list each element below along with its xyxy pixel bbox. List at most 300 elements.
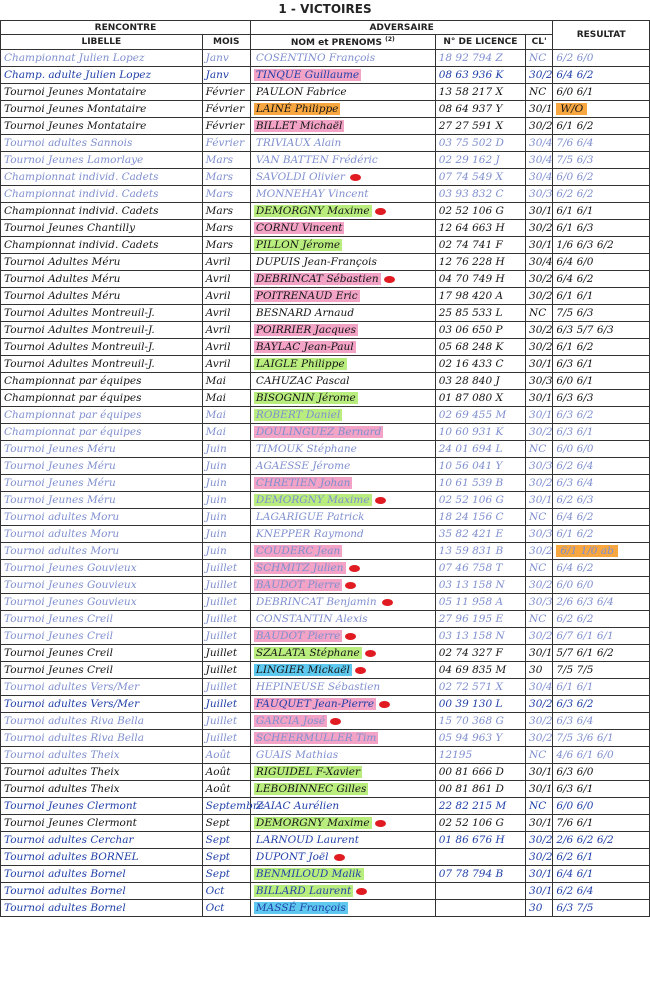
licence-cell: 27 27 591 X bbox=[435, 118, 525, 135]
libelle-cell: Tournoi Jeunes Gouvieux bbox=[1, 577, 203, 594]
resultat-cell bbox=[553, 594, 650, 611]
classement-cell: NC bbox=[526, 84, 553, 101]
nom-cell bbox=[250, 832, 435, 849]
libelle-cell: Tournoi adultes Moru bbox=[1, 543, 203, 560]
table-row bbox=[1, 220, 650, 237]
result-value: 6/3 6/2 bbox=[556, 698, 594, 710]
red-dot-icon bbox=[349, 565, 360, 572]
resultat-cell bbox=[553, 645, 650, 662]
mois-cell: Février bbox=[202, 135, 250, 152]
licence-cell: 07 74 549 X bbox=[435, 169, 525, 186]
licence-cell: 04 70 749 H bbox=[435, 271, 525, 288]
opponent-name: FAUQUET Jean-Pierre bbox=[255, 698, 375, 710]
libelle-cell: Tournoi adultes Vers/Mer bbox=[1, 679, 203, 696]
result-value: 6/7 6/1 6/1 bbox=[556, 630, 614, 642]
libelle-cell: Tournoi Jeunes Creil bbox=[1, 611, 203, 628]
libelle-cell: Championnat par équipes bbox=[1, 424, 203, 441]
table-body bbox=[1, 50, 650, 917]
mois-cell: Mars bbox=[202, 169, 250, 186]
opponent-name: GARCIA José bbox=[255, 715, 326, 727]
libelle-cell: Tournoi adultes Bornel bbox=[1, 866, 203, 883]
mois-cell: Août bbox=[202, 781, 250, 798]
licence-cell: 02 72 571 X bbox=[435, 679, 525, 696]
header-nom-note: (2) bbox=[385, 36, 395, 43]
licence-cell: 18 92 794 Z bbox=[435, 50, 525, 67]
opponent-name: BAUDOT Pierre bbox=[255, 579, 341, 591]
resultat-cell bbox=[553, 407, 650, 424]
libelle-cell: Tournoi Adultes Montreuil-J. bbox=[1, 322, 203, 339]
table-row bbox=[1, 492, 650, 509]
header-adversaire: ADVERSAIRE bbox=[250, 21, 552, 35]
result-value: 2/6 6/3 6/4 bbox=[556, 596, 614, 608]
nom-cell bbox=[250, 458, 435, 475]
classement-cell: NC bbox=[526, 305, 553, 322]
mois-cell: Juillet bbox=[202, 594, 250, 611]
mois-cell: Février bbox=[202, 118, 250, 135]
opponent-name: VAN BATTEN Frédéric bbox=[255, 154, 378, 166]
licence-cell: 02 74 327 F bbox=[435, 645, 525, 662]
libelle-cell: Tournoi Jeunes Montataire bbox=[1, 118, 203, 135]
nom-cell bbox=[250, 288, 435, 305]
libelle-cell: Tournoi adultes Bornel bbox=[1, 900, 203, 917]
resultat-cell bbox=[553, 152, 650, 169]
licence-cell: 00 81 666 D bbox=[435, 764, 525, 781]
licence-cell: 13 59 831 B bbox=[435, 543, 525, 560]
opponent-name: DUPUIS Jean-François bbox=[255, 256, 377, 268]
nom-cell bbox=[250, 730, 435, 747]
mois-cell: Juin bbox=[202, 509, 250, 526]
table-row bbox=[1, 764, 650, 781]
opponent-name: POITRENAUD Eric bbox=[255, 290, 358, 302]
nom-cell bbox=[250, 152, 435, 169]
licence-cell: 13 58 217 X bbox=[435, 84, 525, 101]
classement-cell: 30/2 bbox=[526, 322, 553, 339]
table-row bbox=[1, 84, 650, 101]
result-value: 6/3 6/4 bbox=[556, 715, 594, 727]
opponent-name: LAINÉ Philippe bbox=[255, 103, 339, 115]
mois-cell: Juillet bbox=[202, 662, 250, 679]
resultat-cell bbox=[553, 543, 650, 560]
mois-cell: Juillet bbox=[202, 645, 250, 662]
mois-cell: Sept bbox=[202, 849, 250, 866]
libelle-cell: Tournoi Jeunes Méru bbox=[1, 475, 203, 492]
licence-cell: 07 46 758 T bbox=[435, 560, 525, 577]
libelle-cell: Championnat individ. Cadets bbox=[1, 203, 203, 220]
nom-cell bbox=[250, 356, 435, 373]
libelle-cell: Tournoi Jeunes Creil bbox=[1, 628, 203, 645]
opponent-name: BISOGNIN Jérome bbox=[255, 392, 356, 404]
classement-cell: 30/1 bbox=[526, 764, 553, 781]
result-value: 6/0 6/1 bbox=[556, 375, 594, 387]
mois-cell: Mars bbox=[202, 203, 250, 220]
header-nom bbox=[250, 35, 435, 50]
licence-cell: 17 98 420 A bbox=[435, 288, 525, 305]
opponent-name: BILLARD Laurent bbox=[255, 885, 352, 897]
opponent-name: AGAESSE Jérome bbox=[255, 460, 351, 472]
resultat-cell bbox=[553, 628, 650, 645]
nom-cell bbox=[250, 611, 435, 628]
opponent-name: RIGUIDEL F-Xavier bbox=[255, 766, 360, 778]
result-value: 6/1 6/1 bbox=[556, 205, 594, 217]
classement-cell: 30/4 bbox=[526, 254, 553, 271]
table-row bbox=[1, 407, 650, 424]
licence-cell: 07 78 794 B bbox=[435, 866, 525, 883]
libelle-cell: Tournoi Jeunes Gouvieux bbox=[1, 560, 203, 577]
classement-cell: NC bbox=[526, 560, 553, 577]
resultat-cell bbox=[553, 611, 650, 628]
result-value: 7/5 6/3 bbox=[556, 154, 594, 166]
libelle-cell: Tournoi Jeunes Gouvieux bbox=[1, 594, 203, 611]
result-value: 6/4 6/0 bbox=[556, 256, 594, 268]
nom-cell bbox=[250, 220, 435, 237]
nom-cell bbox=[250, 509, 435, 526]
libelle-cell: Championnat individ. Cadets bbox=[1, 237, 203, 254]
classement-cell: 30/2 bbox=[526, 288, 553, 305]
licence-cell bbox=[435, 849, 525, 866]
red-dot-icon bbox=[350, 174, 361, 181]
mois-cell: Mai bbox=[202, 373, 250, 390]
resultat-cell bbox=[553, 237, 650, 254]
red-dot-icon bbox=[356, 888, 367, 895]
result-value: 6/1 6/1 bbox=[556, 681, 594, 693]
nom-cell bbox=[250, 662, 435, 679]
red-dot-icon bbox=[355, 667, 366, 674]
result-value: 7/6 6/4 bbox=[556, 137, 594, 149]
result-value: 6/0 6/0 bbox=[556, 800, 594, 812]
opponent-name: COUDERC Jean bbox=[255, 545, 341, 557]
opponent-name: MASSÉ François bbox=[255, 902, 346, 914]
opponent-name: COSENTINO François bbox=[255, 52, 376, 64]
result-value: 6/1 1/0 ab bbox=[556, 545, 617, 557]
opponent-name: DEBRINCAT Sébastien bbox=[255, 273, 379, 285]
result-value: 6/3 6/1 bbox=[556, 358, 594, 370]
resultat-cell bbox=[553, 84, 650, 101]
mois-cell: Mars bbox=[202, 220, 250, 237]
red-dot-icon bbox=[365, 650, 376, 657]
table-row bbox=[1, 339, 650, 356]
libelle-cell: Tournoi Jeunes Méru bbox=[1, 492, 203, 509]
opponent-name: BENMILOUD Malik bbox=[255, 868, 362, 880]
opponent-name: ROBERT Daniel bbox=[255, 409, 341, 421]
opponent-name: LAGARIGUE Patrick bbox=[255, 511, 365, 523]
mois-cell: Avril bbox=[202, 305, 250, 322]
resultat-cell bbox=[553, 101, 650, 118]
resultat-cell bbox=[553, 764, 650, 781]
result-value: 6/1 6/2 bbox=[556, 528, 594, 540]
table-row bbox=[1, 441, 650, 458]
licence-cell: 03 75 502 D bbox=[435, 135, 525, 152]
classement-cell: 30/2 bbox=[526, 713, 553, 730]
result-value: 6/3 6/2 bbox=[556, 409, 594, 421]
opponent-name: CONSTANTIN Alexis bbox=[255, 613, 368, 625]
mois-cell: Janv bbox=[202, 50, 250, 67]
nom-cell bbox=[250, 441, 435, 458]
resultat-cell bbox=[553, 373, 650, 390]
header-rencontre: RENCONTRE bbox=[1, 21, 251, 35]
page-title: 1 - VICTOIRES bbox=[278, 2, 372, 16]
table-row bbox=[1, 50, 650, 67]
mois-cell: Juillet bbox=[202, 628, 250, 645]
classement-cell: 30/1 bbox=[526, 866, 553, 883]
table-row bbox=[1, 237, 650, 254]
result-value: 6/1 6/2 bbox=[556, 341, 594, 353]
header-nom-label: NOM et PRENOMS bbox=[290, 38, 382, 48]
table-row bbox=[1, 458, 650, 475]
licence-cell: 03 28 840 J bbox=[435, 373, 525, 390]
libelle-cell: Tournoi Jeunes Creil bbox=[1, 662, 203, 679]
result-value: 6/3 6/1 bbox=[556, 783, 594, 795]
nom-cell bbox=[250, 84, 435, 101]
opponent-name: LAIGLE Philippe bbox=[255, 358, 345, 370]
mois-cell: Sept bbox=[202, 815, 250, 832]
resultat-cell bbox=[553, 475, 650, 492]
classement-cell: 30/2 bbox=[526, 696, 553, 713]
result-value: 1/6 6/3 6/2 bbox=[556, 239, 614, 251]
classement-cell: 30/2 bbox=[526, 339, 553, 356]
classement-cell: 30/1 bbox=[526, 356, 553, 373]
libelle-cell: Tournoi adultes Moru bbox=[1, 509, 203, 526]
mois-cell: Septembre bbox=[202, 798, 250, 815]
nom-cell bbox=[250, 390, 435, 407]
result-value: 6/2 6/2 bbox=[556, 188, 594, 200]
opponent-name: KNEPPER Raymond bbox=[255, 528, 364, 540]
licence-cell: 03 13 158 N bbox=[435, 628, 525, 645]
opponent-name: ZAIAC Aurélien bbox=[255, 800, 340, 812]
resultat-cell bbox=[553, 67, 650, 84]
mois-cell: Juin bbox=[202, 458, 250, 475]
result-value: 5/7 6/1 6/2 bbox=[556, 647, 614, 659]
opponent-name: BAYLAC Jean-Paul bbox=[255, 341, 354, 353]
nom-cell bbox=[250, 628, 435, 645]
classement-cell: NC bbox=[526, 441, 553, 458]
licence-cell: 24 01 694 L bbox=[435, 441, 525, 458]
table-row bbox=[1, 152, 650, 169]
licence-cell: 02 16 433 C bbox=[435, 356, 525, 373]
header-resultat: RESULTAT bbox=[553, 21, 650, 50]
libelle-cell: Tournoi Jeunes Chantilly bbox=[1, 220, 203, 237]
resultat-cell bbox=[553, 118, 650, 135]
licence-cell: 00 39 130 L bbox=[435, 696, 525, 713]
mois-cell: Juin bbox=[202, 543, 250, 560]
nom-cell bbox=[250, 67, 435, 84]
licence-cell: 27 96 195 E bbox=[435, 611, 525, 628]
nom-cell bbox=[250, 305, 435, 322]
result-value: 6/3 7/5 bbox=[556, 902, 594, 914]
resultat-cell bbox=[553, 458, 650, 475]
table-row bbox=[1, 849, 650, 866]
classement-cell: 30/1 bbox=[526, 407, 553, 424]
header-cl: CL' bbox=[526, 35, 553, 50]
nom-cell bbox=[250, 560, 435, 577]
resultat-cell bbox=[553, 441, 650, 458]
opponent-name: LEBOBINNEC Gilles bbox=[255, 783, 367, 795]
classement-cell: 30/2 bbox=[526, 475, 553, 492]
nom-cell bbox=[250, 815, 435, 832]
result-value: 6/1 6/2 bbox=[556, 120, 594, 132]
resultat-cell bbox=[553, 713, 650, 730]
table-row bbox=[1, 815, 650, 832]
table-row bbox=[1, 883, 650, 900]
table-row bbox=[1, 203, 650, 220]
mois-cell: Juillet bbox=[202, 679, 250, 696]
nom-cell bbox=[250, 373, 435, 390]
resultat-cell bbox=[553, 339, 650, 356]
licence-cell: 02 69 455 M bbox=[435, 407, 525, 424]
nom-cell bbox=[250, 900, 435, 917]
nom-cell bbox=[250, 594, 435, 611]
libelle-cell: Tournoi adultes Riva Bella bbox=[1, 713, 203, 730]
libelle-cell: Championnat par équipes bbox=[1, 390, 203, 407]
table-row bbox=[1, 475, 650, 492]
opponent-name: CHRETIEN Johan bbox=[255, 477, 351, 489]
table-row bbox=[1, 390, 650, 407]
result-value: 6/4 6/2 bbox=[556, 562, 594, 574]
nom-cell bbox=[250, 475, 435, 492]
nom-cell bbox=[250, 696, 435, 713]
classement-cell: 30/4 bbox=[526, 152, 553, 169]
resultat-cell bbox=[553, 169, 650, 186]
nom-cell bbox=[250, 577, 435, 594]
table-row bbox=[1, 186, 650, 203]
result-value: 6/4 6/2 bbox=[556, 511, 594, 523]
resultat-cell bbox=[553, 781, 650, 798]
result-value: 6/2 6/1 bbox=[556, 851, 594, 863]
table-row bbox=[1, 781, 650, 798]
red-dot-icon bbox=[382, 599, 393, 606]
licence-cell: 10 61 539 B bbox=[435, 475, 525, 492]
red-dot-icon bbox=[375, 497, 386, 504]
libelle-cell: Tournoi Jeunes Lamorlaye bbox=[1, 152, 203, 169]
libelle-cell: Tournoi adultes Sannois bbox=[1, 135, 203, 152]
licence-cell: 03 13 158 N bbox=[435, 577, 525, 594]
classement-cell: 30/1 bbox=[526, 645, 553, 662]
header-mois: MOIS bbox=[202, 35, 250, 50]
mois-cell: Mars bbox=[202, 152, 250, 169]
nom-cell bbox=[250, 849, 435, 866]
licence-cell: 02 52 106 G bbox=[435, 203, 525, 220]
resultat-cell bbox=[553, 730, 650, 747]
nom-cell bbox=[250, 203, 435, 220]
libelle-cell: Championnat par équipes bbox=[1, 407, 203, 424]
libelle-cell: Tournoi adultes Theix bbox=[1, 747, 203, 764]
resultat-cell bbox=[553, 390, 650, 407]
result-value: 6/0 6/0 bbox=[556, 579, 594, 591]
classement-cell: 30/1 bbox=[526, 390, 553, 407]
classement-cell: 30/3 bbox=[526, 594, 553, 611]
nom-cell bbox=[250, 713, 435, 730]
nom-cell bbox=[250, 526, 435, 543]
red-dot-icon bbox=[345, 582, 356, 589]
table-row bbox=[1, 866, 650, 883]
red-dot-icon bbox=[375, 208, 386, 215]
result-value: 6/4 6/2 bbox=[556, 69, 594, 81]
table-row bbox=[1, 713, 650, 730]
mois-cell: Janv bbox=[202, 67, 250, 84]
resultat-cell bbox=[553, 50, 650, 67]
licence-cell: 12 76 228 H bbox=[435, 254, 525, 271]
libelle-cell: Tournoi Jeunes Méru bbox=[1, 441, 203, 458]
classement-cell: 30/2 bbox=[526, 543, 553, 560]
classement-cell: 30/2 bbox=[526, 849, 553, 866]
resultat-cell bbox=[553, 356, 650, 373]
opponent-name: TINQUE Guillaume bbox=[255, 69, 360, 81]
mois-cell: Oct bbox=[202, 883, 250, 900]
opponent-name: DOULINGUEZ Bernard bbox=[255, 426, 382, 438]
opponent-name: CORNU Vincent bbox=[255, 222, 343, 234]
libelle-cell: Tournoi Jeunes Clermont bbox=[1, 798, 203, 815]
resultat-cell bbox=[553, 271, 650, 288]
opponent-name: BAUDOT Pierre bbox=[255, 630, 341, 642]
nom-cell bbox=[250, 50, 435, 67]
table-row bbox=[1, 118, 650, 135]
header-libelle: LIBELLE bbox=[1, 35, 203, 50]
classement-cell: 30/2 bbox=[526, 424, 553, 441]
licence-cell: 12195 bbox=[435, 747, 525, 764]
licence-cell: 03 06 650 P bbox=[435, 322, 525, 339]
mois-cell: Juillet bbox=[202, 730, 250, 747]
mois-cell: Sept bbox=[202, 832, 250, 849]
classement-cell: 30/1 bbox=[526, 815, 553, 832]
mois-cell: Oct bbox=[202, 900, 250, 917]
libelle-cell: Tournoi adultes Bornel bbox=[1, 883, 203, 900]
libelle-cell: Tournoi Jeunes Montataire bbox=[1, 101, 203, 118]
classement-cell: 30/1 bbox=[526, 237, 553, 254]
mois-cell: Mai bbox=[202, 424, 250, 441]
table-row bbox=[1, 798, 650, 815]
red-dot-icon bbox=[375, 820, 386, 827]
nom-cell bbox=[250, 883, 435, 900]
result-value: 6/3 6/3 bbox=[556, 392, 594, 404]
licence-cell: 02 52 106 G bbox=[435, 492, 525, 509]
licence-cell: 10 56 041 Y bbox=[435, 458, 525, 475]
table-row bbox=[1, 628, 650, 645]
mois-cell: Avril bbox=[202, 339, 250, 356]
classement-cell: 30 bbox=[526, 662, 553, 679]
resultat-cell bbox=[553, 305, 650, 322]
resultat-cell bbox=[553, 203, 650, 220]
table-row bbox=[1, 67, 650, 84]
opponent-name: SAVOLDI Olivier bbox=[255, 171, 345, 183]
licence-cell: 25 85 533 L bbox=[435, 305, 525, 322]
nom-cell bbox=[250, 271, 435, 288]
resultat-cell bbox=[553, 526, 650, 543]
opponent-name: BESNARD Arnaud bbox=[255, 307, 355, 319]
nom-cell bbox=[250, 254, 435, 271]
licence-cell: 02 52 106 G bbox=[435, 815, 525, 832]
mois-cell: Juillet bbox=[202, 611, 250, 628]
mois-cell: Juillet bbox=[202, 577, 250, 594]
libelle-cell: Championnat individ. Cadets bbox=[1, 186, 203, 203]
classement-cell: 30/3 bbox=[526, 186, 553, 203]
resultat-cell bbox=[553, 900, 650, 917]
libelle-cell: Tournoi adultes Theix bbox=[1, 781, 203, 798]
resultat-cell bbox=[553, 815, 650, 832]
opponent-name: PAULON Fabrice bbox=[255, 86, 347, 98]
opponent-name: POIRRIER Jacques bbox=[255, 324, 357, 336]
table-row bbox=[1, 696, 650, 713]
result-value: 6/0 6/0 bbox=[556, 443, 594, 455]
resultat-cell bbox=[553, 849, 650, 866]
table-row bbox=[1, 730, 650, 747]
classement-cell: 30/1 bbox=[526, 781, 553, 798]
mois-cell: Juin bbox=[202, 526, 250, 543]
licence-cell: 12 64 663 H bbox=[435, 220, 525, 237]
mois-cell: Mai bbox=[202, 390, 250, 407]
licence-cell: 03 93 832 C bbox=[435, 186, 525, 203]
nom-cell bbox=[250, 492, 435, 509]
licence-cell: 08 64 937 Y bbox=[435, 101, 525, 118]
resultat-cell bbox=[553, 492, 650, 509]
